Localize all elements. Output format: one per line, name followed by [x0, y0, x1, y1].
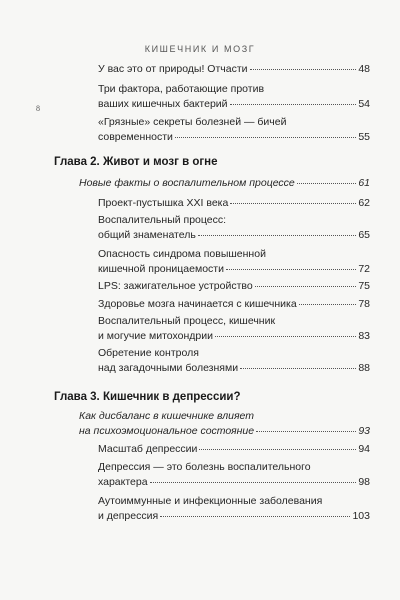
toc-entry-page: 72	[358, 263, 370, 275]
toc-entry-title: Три фактора, работающие против	[98, 83, 265, 95]
toc-entry-title: Аутоиммунные и инфекционные заболевания	[98, 495, 323, 507]
toc-entry	[98, 494, 370, 524]
toc-entry-title: на психоэмоциональное состояние	[79, 425, 255, 437]
toc-entry-title: кишечной проницаемости	[98, 263, 224, 275]
toc-entry-title: «Грязные» секреты болезней — бичей	[98, 116, 287, 128]
toc-entry	[98, 442, 370, 457]
toc-entry-title: Воспалительный процесс, кишечник	[98, 315, 276, 327]
leader-dots	[226, 269, 356, 270]
toc-chapter-heading	[54, 390, 370, 405]
toc-entry-page: 62	[358, 197, 370, 209]
toc-entry-title: Масштаб депрессии	[98, 443, 198, 455]
leader-dots	[256, 431, 356, 432]
leader-dots	[175, 137, 356, 138]
toc-entry	[98, 297, 370, 312]
toc-entry-page: 65	[358, 229, 370, 241]
toc-entry-page: 83	[358, 330, 370, 342]
page-number: 8	[36, 104, 40, 113]
toc-chapter-heading	[54, 155, 370, 170]
running-head: КИШЕЧНИК И МОЗГ	[144, 44, 256, 54]
toc-entry-page: 98	[358, 476, 370, 488]
toc-entry-page: 103	[352, 510, 370, 522]
leader-dots	[160, 516, 350, 517]
toc-entry	[98, 115, 370, 145]
toc-entry	[98, 314, 370, 344]
leader-dots	[255, 286, 357, 287]
toc-entry-title: ваших кишечных бактерий	[98, 98, 228, 110]
leader-dots	[250, 69, 357, 70]
toc-entry-title: характера	[98, 476, 148, 488]
toc-entry	[98, 196, 370, 211]
toc-entry-title: Здоровье мозга начинается с кишечника	[98, 298, 297, 310]
toc-entry	[79, 409, 370, 439]
toc-entry-title: Депрессия — это болезнь воспалительного	[98, 461, 311, 473]
leader-dots	[297, 183, 357, 184]
leader-dots	[198, 235, 356, 236]
leader-dots	[230, 104, 357, 105]
leader-dots	[240, 368, 356, 369]
toc-entry-page: 48	[358, 63, 370, 75]
toc-entry-page: 75	[358, 280, 370, 292]
toc-entry-page: 94	[358, 443, 370, 455]
toc-entry-title: общий знаменатель	[98, 229, 196, 241]
toc-entry	[98, 213, 370, 243]
toc-entry-title: над загадочными болезнями	[98, 362, 239, 374]
toc-entry	[98, 247, 370, 277]
toc-entry	[79, 176, 370, 191]
toc-entry	[98, 62, 370, 77]
leader-dots	[230, 203, 356, 204]
toc-entry-page: 54	[358, 98, 370, 110]
chapter-title: Глава 3. Кишечник в депрессии?	[54, 391, 241, 403]
toc-entry-title: Опасность синдрома повышенной	[98, 248, 266, 260]
toc-entry	[98, 279, 370, 294]
toc-entry-title: и депрессия	[98, 510, 159, 522]
toc-entry-title: и могучие митохондрии	[98, 330, 213, 342]
leader-dots	[299, 304, 357, 305]
leader-dots	[215, 336, 356, 337]
leader-dots	[150, 482, 357, 483]
toc-entry-title: Воспалительный процесс:	[98, 214, 227, 226]
toc-entry-page: 93	[358, 425, 370, 437]
toc-entry-page: 61	[358, 177, 370, 189]
toc-entry-title: Обретение контроля	[98, 347, 199, 359]
toc-entry-title: Проект-пустышка XXI века	[98, 197, 229, 209]
toc-entry	[98, 82, 370, 112]
toc-entry	[98, 460, 370, 490]
toc-entry-page: 78	[358, 298, 370, 310]
toc-entry-title: У вас это от природы! Отчасти	[98, 63, 248, 75]
toc-entry-title: современности	[98, 131, 173, 143]
chapter-title: Глава 2. Живот и мозг в огне	[54, 156, 218, 168]
leader-dots	[199, 449, 356, 450]
toc-entry-title: Новые факты о воспалительном процессе	[79, 177, 295, 189]
toc-entry	[98, 346, 370, 376]
toc-entry-page: 88	[358, 362, 370, 374]
toc-entry-title: LPS: зажигательное устройство	[98, 280, 253, 292]
toc-entry-page: 55	[358, 131, 370, 143]
toc-entry-title: Как дисбаланс в кишечнике влияет	[79, 410, 255, 422]
